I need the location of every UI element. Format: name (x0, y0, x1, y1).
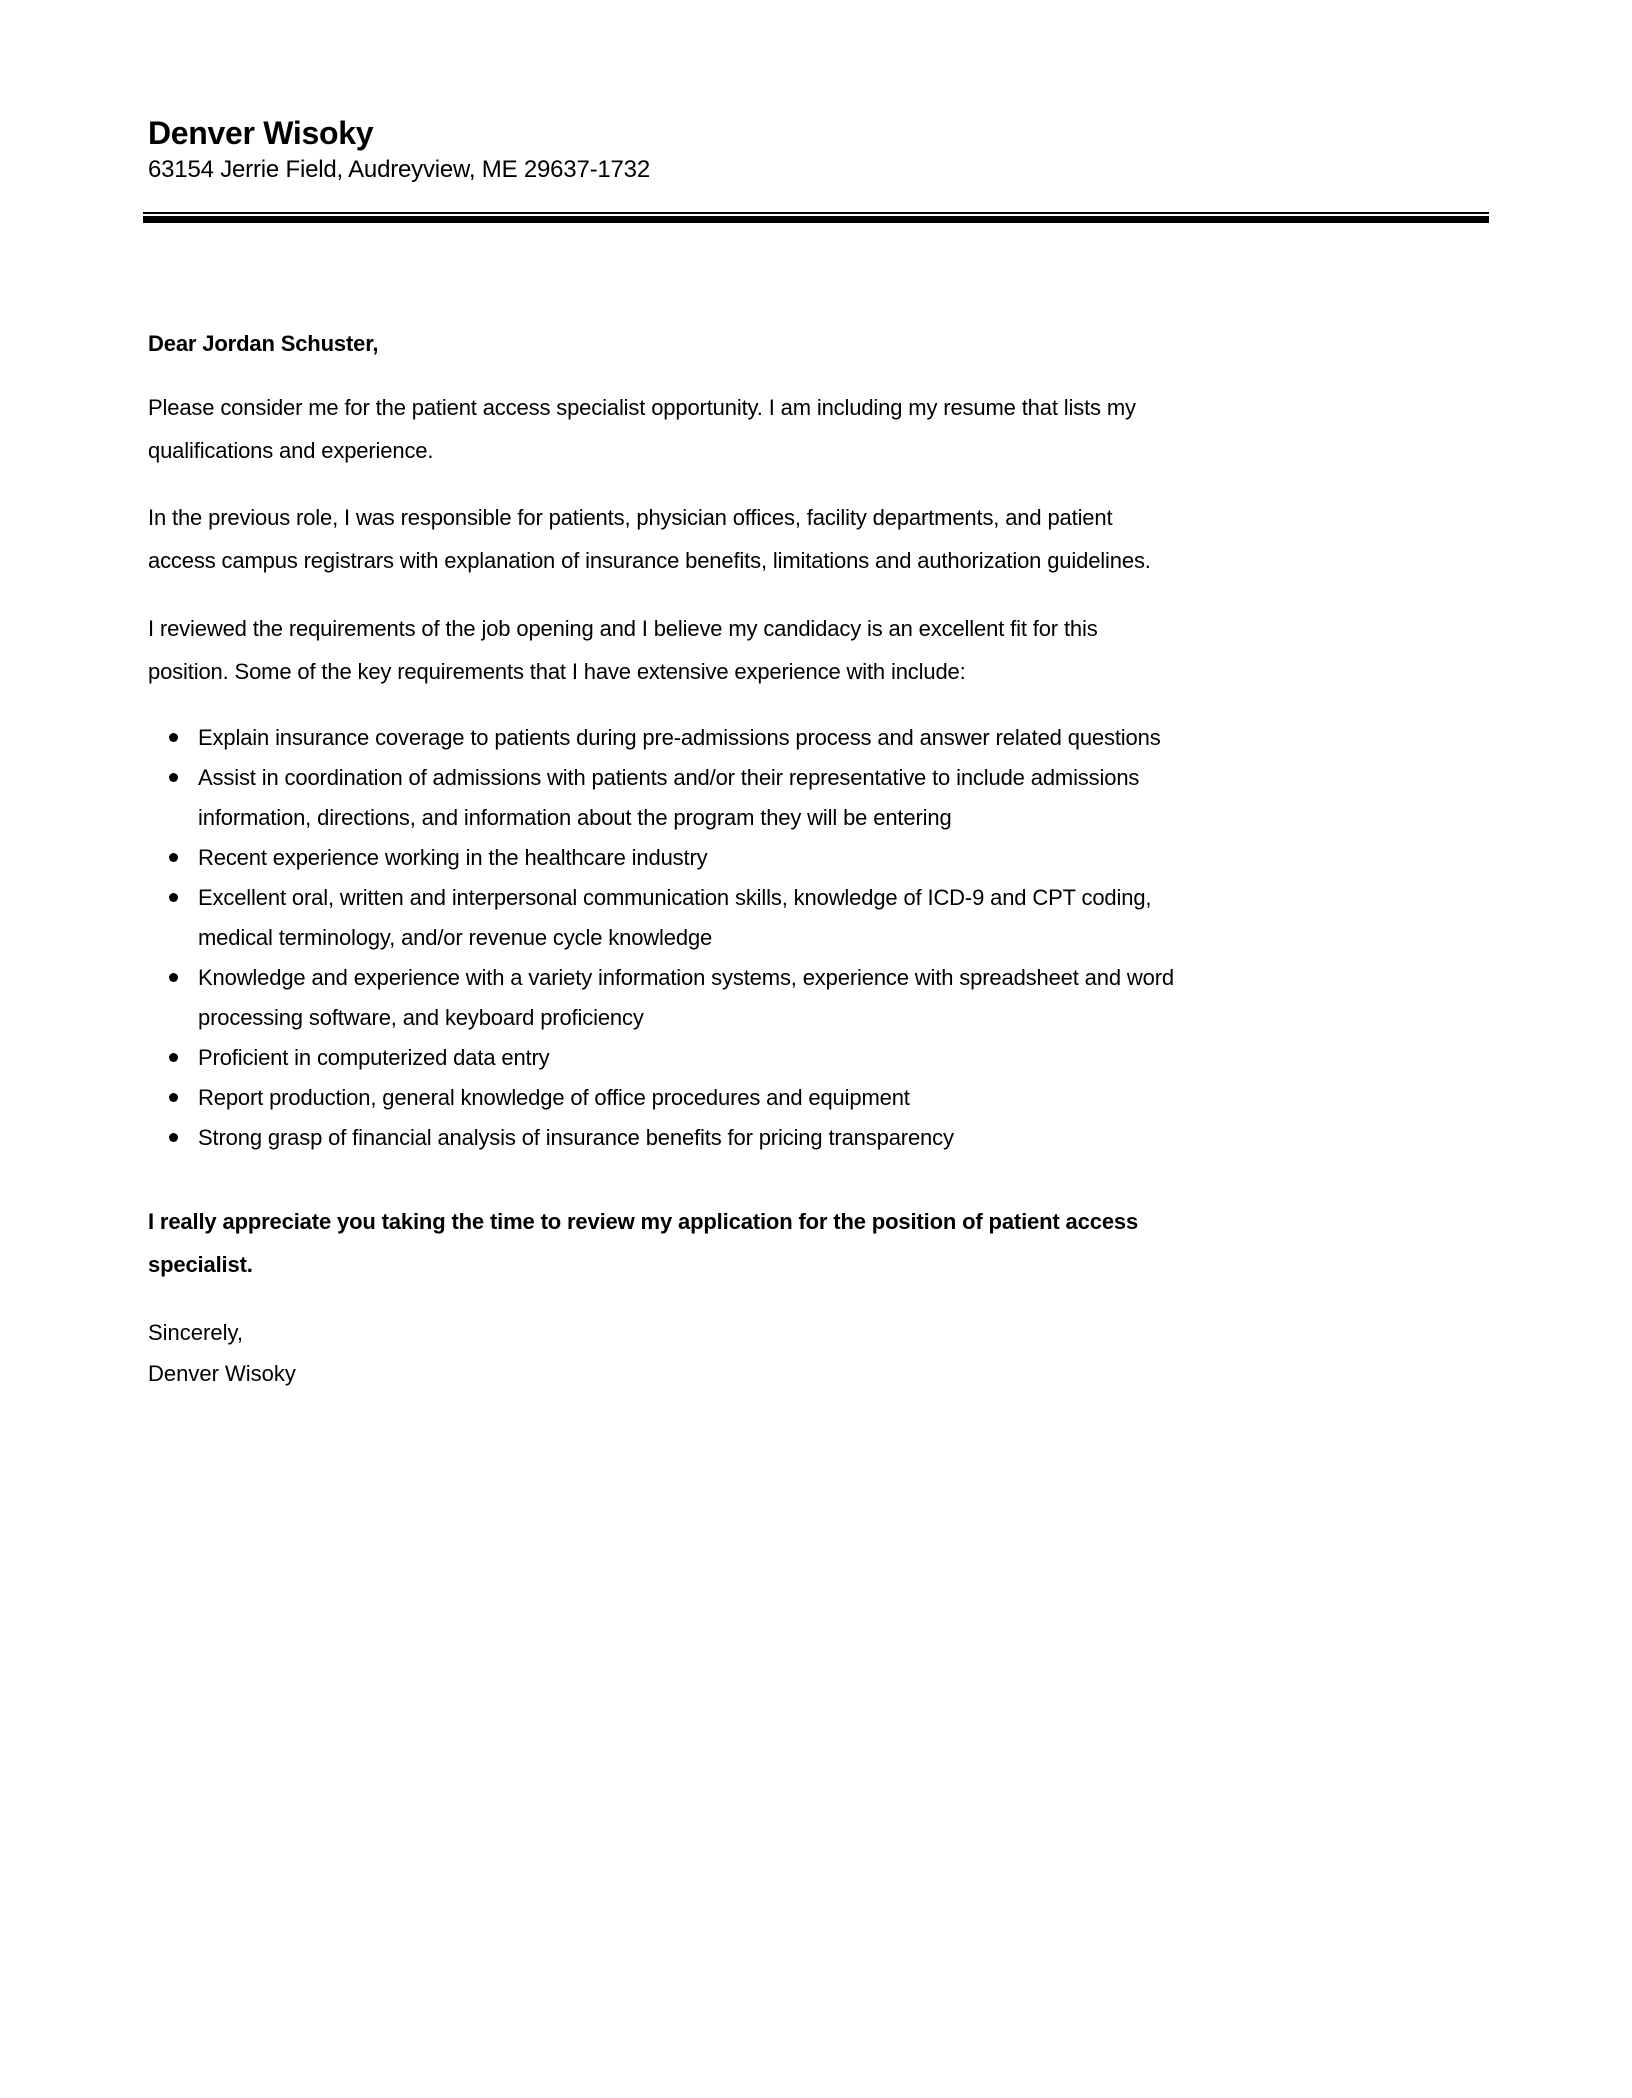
list-item (148, 718, 1174, 758)
sender-name: Denver Wisoky (148, 115, 374, 151)
bullet-icon (168, 1038, 178, 1078)
list-item-text: Report production, general knowledge of office procedures and equipment (198, 1085, 910, 1110)
bullet-icon (168, 838, 178, 878)
list-item (148, 1078, 1174, 1118)
list-item (148, 758, 1174, 838)
list-item (148, 878, 1174, 958)
closing-line: I really appreciate you taking the time to review my application for the position of patient access (148, 1209, 1139, 1234)
list-item-text: medical terminology, and/or revenue cycle knowledge (198, 925, 713, 950)
paragraph-line: access campus registrars with explanation of insurance benefits, limitations and authorization guidelines. (148, 548, 1151, 573)
list-item-text: Assist in coordination of admissions with patients and/or their representative to include admissions (198, 765, 1140, 790)
salutation: Dear Jordan Schuster, (148, 331, 379, 356)
list-item (148, 1038, 1174, 1078)
bullet-icon (168, 958, 178, 998)
list-item-text: Proficient in computerized data entry (198, 1045, 550, 1070)
bullet-icon (168, 758, 178, 798)
bullet-icon (168, 718, 178, 758)
list-item-text: Strong grasp of financial analysis of insurance benefits for pricing transparency (198, 1125, 954, 1150)
list-item (148, 958, 1174, 1038)
list-item-text: processing software, and keyboard proficiency (198, 1005, 644, 1030)
list-item-text: Recent experience working in the healthcare industry (198, 845, 708, 870)
paragraph-intro (148, 386, 1136, 472)
closing-statement (148, 1200, 1138, 1286)
list-item (148, 1118, 1174, 1158)
sender-address: 63154 Jerrie Field, Audreyview, ME 29637-1732 (148, 156, 650, 183)
signoff (148, 1312, 296, 1394)
bullet-icon (168, 878, 178, 918)
list-item-text: Knowledge and experience with a variety information systems, experience with spreadsheet and word (198, 965, 1174, 990)
list-item-text: Excellent oral, written and interpersonal communication skills, knowledge of ICD-9 and CPT coding, (198, 885, 1152, 910)
paragraph-line: I reviewed the requirements of the job opening and I believe my candidacy is an excellent fit for this (148, 616, 1098, 641)
list-item (148, 838, 1174, 878)
list-item-text: Explain insurance coverage to patients during pre-admissions process and answer related questions (198, 725, 1161, 750)
header-divider-thick (143, 216, 1489, 223)
bullet-icon (168, 1118, 178, 1158)
paragraph-requirements (148, 607, 1098, 693)
valediction: Sincerely, (148, 1320, 243, 1345)
list-item-text: information, directions, and information about the program they will be entering (198, 805, 952, 830)
paragraph-experience (148, 496, 1151, 582)
bullet-icon (168, 1078, 178, 1118)
paragraph-line: position. Some of the key requirements that I have extensive experience with include: (148, 659, 966, 684)
paragraph-line: In the previous role, I was responsible for patients, physician offices, facility departments, and patient (148, 505, 1113, 530)
paragraph-line: Please consider me for the patient access specialist opportunity. I am including my resume that lists my (148, 395, 1136, 420)
closing-line: specialist. (148, 1252, 253, 1277)
paragraph-line: qualifications and experience. (148, 438, 434, 463)
requirements-list (148, 718, 1174, 1158)
signature: Denver Wisoky (148, 1361, 296, 1386)
header-divider-thin (143, 212, 1489, 214)
